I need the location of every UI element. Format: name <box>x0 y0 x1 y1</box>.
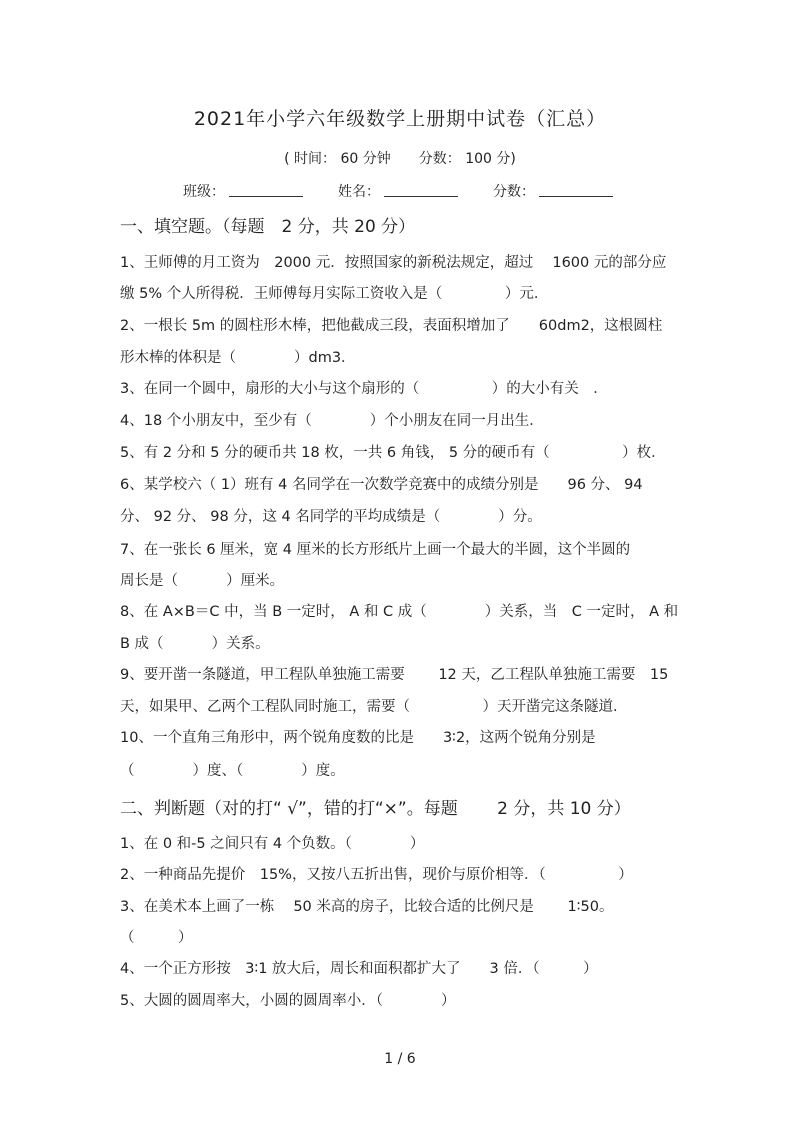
question-line: （ ）度、（ ）度。 <box>120 763 345 779</box>
question-line: 3、在同一个圆中，扇形的大小与这个扇形的（ ）的大小有关 ． <box>120 381 608 397</box>
question-line: 7、在一张长 6 厘米，宽 4 厘米的长方形纸片上画一个最大的半圆，这个半圆的 <box>120 542 631 558</box>
question-line: 1、在 0 和-5 之间只有 4 个负数。（ ） <box>120 836 425 852</box>
question-line: 4、18 个小朋友中，至少有（ ）个小朋友在同一月出生． <box>120 413 544 429</box>
time-score-line: ( 时间： 60 分钟 分数： 100 分) <box>284 151 516 167</box>
question-line: 缴 5% 个人所得税．王师傅每月实际工资收入是（ ）元． <box>120 286 549 302</box>
score-field[interactable] <box>539 181 613 197</box>
question-line: 分、 92 分、 98 分，这 4 名同学的平均成绩是（ ）分。 <box>120 509 542 525</box>
section-2-heading: 二、判断题（对的打“ √”，错的打“×”。每题 2 分，共 10 分） <box>120 799 631 819</box>
page-number: 1 / 6 <box>384 1051 416 1067</box>
class-field[interactable] <box>229 181 303 197</box>
question-line: 2、一根长 5m 的圆柱形木棒，把他截成三段，表面积增加了 60dm2，这根圆柱 <box>120 318 663 334</box>
section-1-heading: 一、填空题。（每题 2 分，共 20 分） <box>120 217 416 237</box>
question-line: 4、一个正方形按 3∶1 放大后，周长和面积都扩大了 3 倍．（ ） <box>120 961 598 977</box>
question-line: 1、王师傅的月工资为 2000 元．按照国家的新税法规定，超过 1600 元的部分应 <box>120 255 667 271</box>
question-line: 天，如果甲、乙两个工程队同时施工，需要（ ）天开凿完这条隧道. <box>120 699 618 715</box>
question-line: 形木棒的体积是（ ）dm3． <box>120 350 356 366</box>
question-line: （ ） <box>120 930 193 946</box>
question-line: 2、一种商品先提价 15%，又按八五折出售，现价与原价相等．（ ） <box>120 867 633 883</box>
question-line: 9、要开凿一条隧道，甲工程队单独施工需要 12 天，乙工程队单独施工需要 15 <box>120 667 669 683</box>
question-line: B 成（ ）关系。 <box>120 636 270 652</box>
question-line: 8、在 A×B＝C 中，当 B 一定时， A 和 C 成（ ）关系，当 C 一定时， A 和 <box>120 604 679 620</box>
student-info-row <box>183 181 613 201</box>
class-label: 班级： <box>183 184 225 200</box>
question-line: 10、一个直角三角形中，两个锐角度数的比是 3∶2，这两个锐角分别是 <box>120 730 596 746</box>
page-title: 2021年小学六年级数学上册期中试卷（汇总） <box>193 108 607 130</box>
question-line: 3、在美术本上画了一栋 50 米高的房子，比较合适的比例尺是 1∶50。 <box>120 899 614 915</box>
question-line: 周长是（ ）厘米。 <box>120 573 285 589</box>
score-label: 分数： <box>493 184 535 200</box>
question-line: 5、有 2 分和 5 分的硬币共 18 枚，一共 6 角钱， 5 分的硬币有（ ）枚． <box>120 445 666 461</box>
name-label: 姓名： <box>338 184 380 200</box>
name-field[interactable] <box>384 181 458 197</box>
question-line: 6、某学校六（ 1）班有 4 名同学在一次数学竞赛中的成绩分别是 96 分、 94 <box>120 477 643 493</box>
question-line: 5、大圆的圆周率大，小圆的圆周率小．（ ） <box>120 993 456 1009</box>
